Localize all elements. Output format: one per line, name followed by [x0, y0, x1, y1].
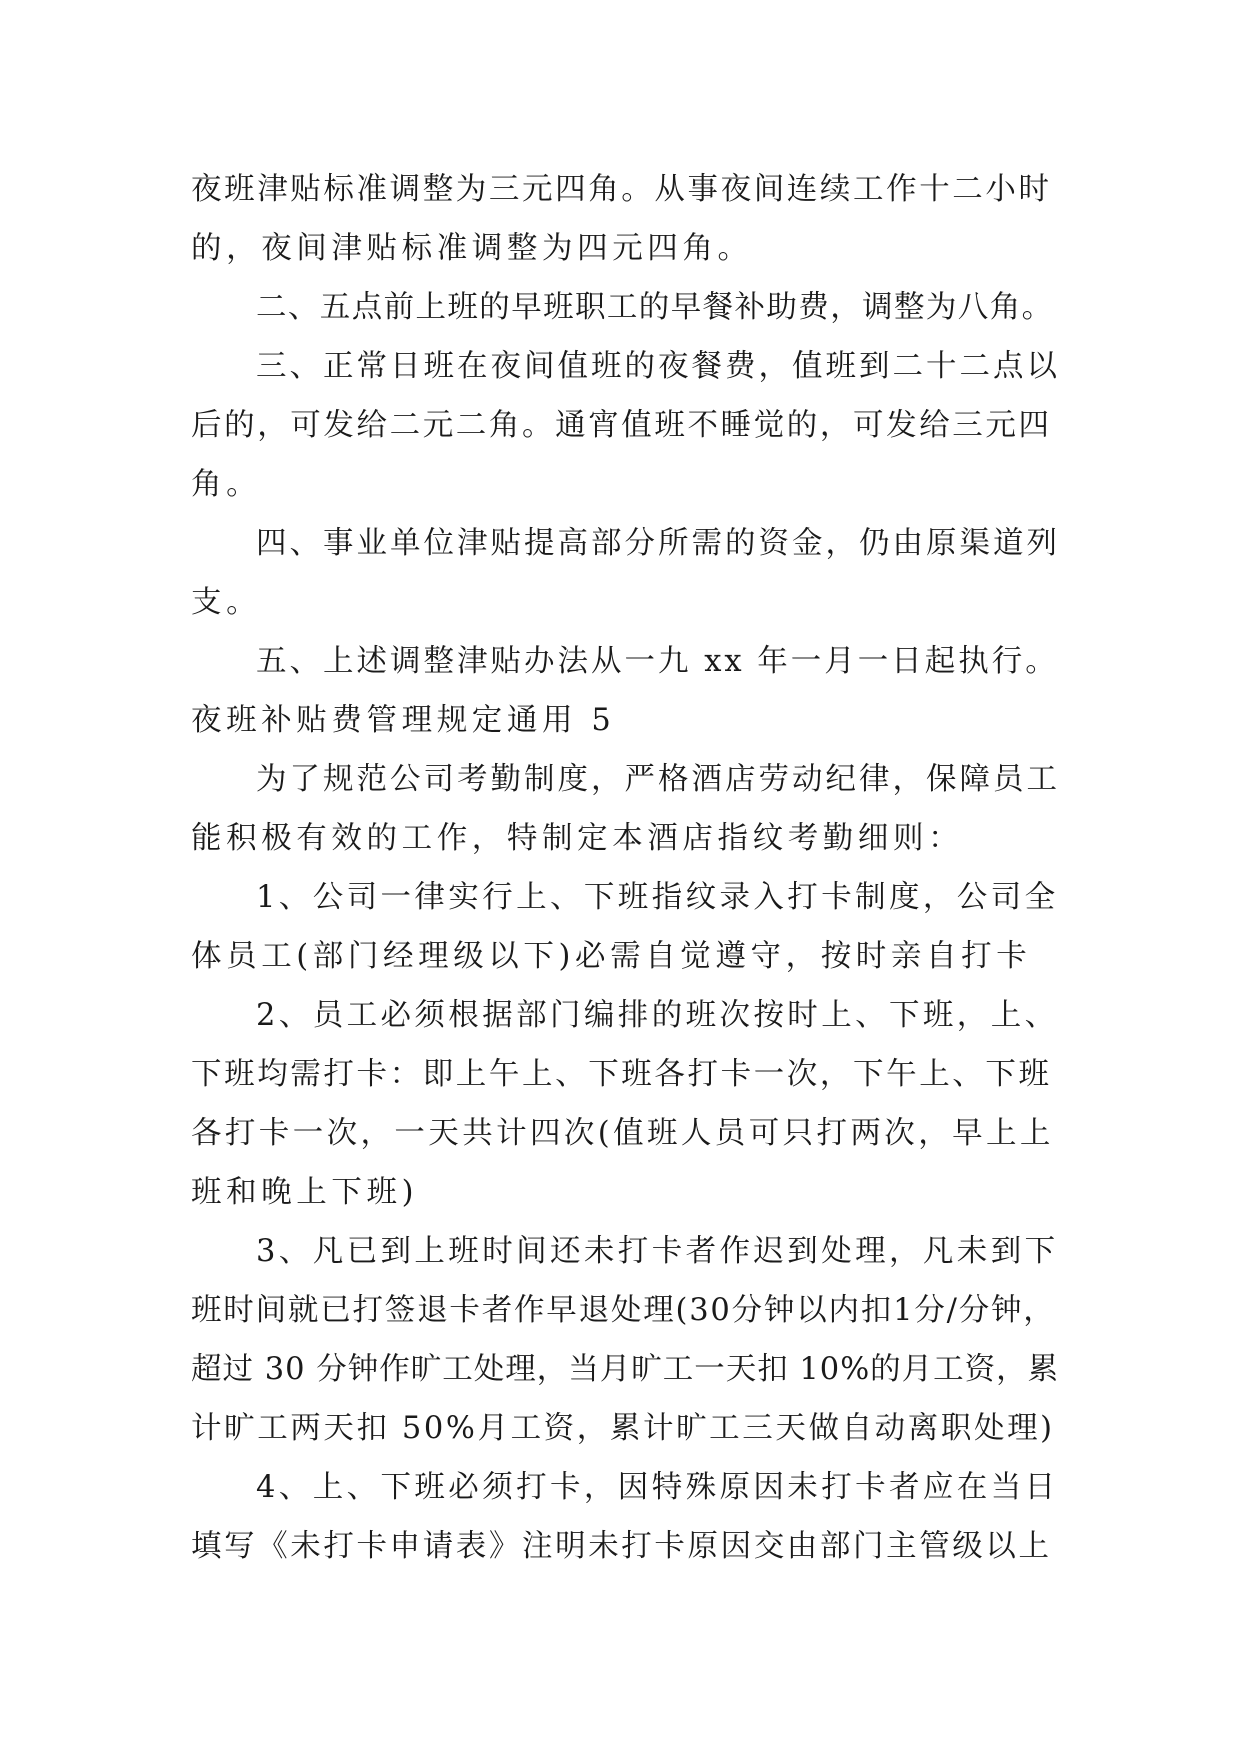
body-line: 4、上、下班必须打卡，因特殊原因未打卡者应在当日 [256, 1470, 1059, 1505]
document-body [191, 160, 1061, 1576]
body-line: 填写《未打卡申请表》注明未打卡原因交由部门主管级以上 [191, 1529, 1052, 1564]
body-line: 体员工(部门经理级以下)必需自觉遵守，按时亲自打卡 [191, 939, 1032, 974]
body-line: 夜班津贴标准调整为三元四角。从事夜间连续工作十二小时 [191, 172, 1052, 207]
section-heading: 夜班补贴费管理规定通用 5 [191, 703, 616, 738]
body-line: 二、五点前上班的早班职工的早餐补助费，调整为八角。 [256, 290, 1054, 325]
body-line: 下班均需打卡：即上午上、下班各打卡一次，下午上、下班 [191, 1057, 1052, 1092]
body-line: 的，夜间津贴标准调整为四元四角。 [191, 231, 753, 266]
body-line: 班和晚上下班) [191, 1175, 419, 1210]
body-line: 角。 [191, 467, 262, 502]
body-line: 各打卡一次，一天共计四次(值班人员可只打两次，早上上 [191, 1116, 1054, 1151]
body-line: 班时间就已打签退卡者作早退处理(30分钟以内扣1分/分钟， [191, 1293, 1056, 1328]
body-line: 计旷工两天扣 50%月工资，累计旷工三天做自动离职处理) [191, 1411, 1055, 1446]
body-line: 五、上述调整津贴办法从一九 xx 年一月一日起执行。 [256, 644, 1059, 679]
body-line: 超过 30 分钟作旷工处理，当月旷工一天扣 10%的月工资，累 [191, 1352, 1060, 1387]
body-line: 后的，可发给二元二角。通宵值班不睡觉的，可发给三元四 [191, 408, 1052, 443]
body-line: 支。 [191, 585, 262, 620]
body-line: 2、员工必须根据部门编排的班次按时上、下班，上、 [256, 998, 1059, 1033]
body-line: 四、事业单位津贴提高部分所需的资金，仍由原渠道列 [256, 526, 1060, 561]
body-line: 能积极有效的工作，特制定本酒店指纹考勤细则： [191, 821, 964, 856]
body-line: 1、公司一律实行上、下班指纹录入打卡制度，公司全 [256, 880, 1059, 915]
body-line: 三、正常日班在夜间值班的夜餐费，值班到二十二点以 [256, 349, 1060, 384]
body-line: 为了规范公司考勤制度，严格酒店劳动纪律，保障员工 [256, 762, 1060, 797]
body-line: 3、凡已到上班时间还未打卡者作迟到处理，凡未到下 [256, 1234, 1059, 1269]
